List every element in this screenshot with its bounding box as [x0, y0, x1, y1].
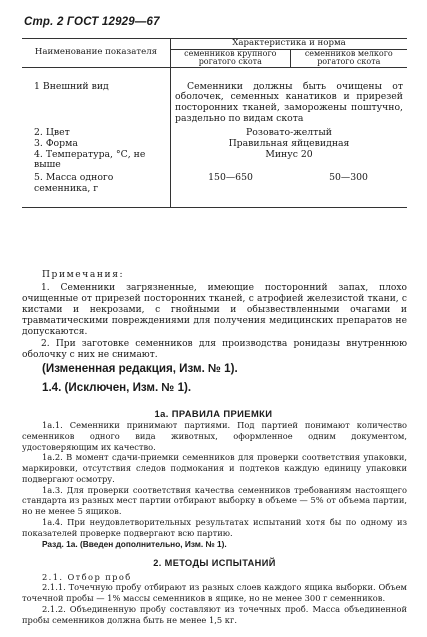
- paragraph: 1а.1. Семенники принимают партиями. Под партией понимают количество семенников одного вида животных, оформленное одним документом, удостоверяющим их качество.: [22, 420, 407, 452]
- row-value-small-cattle: 50—300: [290, 171, 407, 207]
- paragraph: 1а.3. Для проверки соответствия качества семенников требованиям настоящего стандарта из разных мест партии отбирают выборку в объеме — 5% от объема партии, но не менее 5 ящиков.: [22, 484, 407, 517]
- section-closing: Разд. 1а. (Введен дополнительно, Изм. № 1).: [42, 538, 227, 549]
- note-item: 1. Семенники загрязненные, имеющие посторонний запах, плохо очищенные от прирезей посторонних тканей, с атрофией железистой ткани, с кистами и некрозами, с гнойными и обызвествленными очагами и травматическими повреждениями для получения медицинских препаратов не допускаются.: [22, 283, 407, 338]
- section-title-acceptance: 1а. ПРАВИЛА ПРИЕМКИ: [154, 408, 273, 419]
- row-name: 2. Цвет: [22, 124, 171, 139]
- row-name: 5. Масса одного семенника, г: [22, 171, 171, 207]
- paragraph: 2.1.1. Точечную пробу отбирают из разных слоев каждого ящика выборки. Объем точечной пробы — 1% массы семенников в ящике, но не менее 300 г семенников.: [22, 582, 407, 604]
- page-header: Стр. 2 ГОСТ 12929—67: [24, 16, 160, 28]
- notes-title: Примечания:: [42, 270, 125, 280]
- row-value-cattle: 150—650: [171, 171, 291, 207]
- row-value: Правильная яйцевидная: [228, 138, 350, 150]
- table-row: [22, 124, 407, 139]
- subsection-heading: 2.1. Отбор проб: [42, 571, 132, 582]
- row-value: Семенники должны быть очищены от оболочек, семенных канатиков и прирезей посторонних тканей, заморожены поштучно, раздельно по видам скота: [175, 80, 403, 124]
- excluded-note: 1.4. (Исключен, Изм. № 1).: [42, 381, 192, 394]
- note-item: 2. При заготовке семенников для производства ронидазы внутреннюю оболочку с них не снимают.: [22, 339, 407, 361]
- paragraph: 2.1.2. Объединенную пробу составляют из точечных проб. Масса объединенной пробы семенников должна быть не менее 1,5 кг.: [22, 603, 407, 625]
- table-subheader-small-cattle: семенников мелкого рогатого скота: [290, 49, 407, 67]
- table-row: [22, 150, 407, 171]
- lower-flow: [22, 420, 407, 626]
- row-name: 1 Внешний вид: [22, 67, 171, 124]
- paragraph: 1а.4. При неудовлетворительных результатах испытаний хотя бы по одному из показателей проверке подвергают всю партию.: [22, 517, 407, 538]
- requirements-table: [22, 38, 407, 208]
- paragraph: 1а.2. В момент сдачи-приемки семенников для проверки соответствия упаковки, маркировки, отсутствия следов подмокания и подтеков каждую единицу упаковки подвергают осмотру.: [22, 452, 407, 484]
- table-row: [22, 67, 407, 124]
- table-header-characteristic: Характеристика и норма: [171, 39, 408, 50]
- table-header-name: Наименование показателя: [22, 39, 171, 68]
- table-row: [22, 171, 407, 207]
- section-title-methods: 2. МЕТОДЫ ИСПЫТАНИЙ: [153, 557, 276, 568]
- table-subheader-cattle: семенников крупного рогатого скота: [171, 49, 291, 67]
- row-name: 4. Температура, °С, не выше: [22, 150, 171, 171]
- row-name: 3. Форма: [22, 139, 171, 150]
- edit-note: (Измененная редакция, Изм. № 1).: [42, 362, 238, 375]
- row-value: Розовато-желтый: [246, 127, 332, 139]
- row-value: Минус 20: [265, 148, 313, 160]
